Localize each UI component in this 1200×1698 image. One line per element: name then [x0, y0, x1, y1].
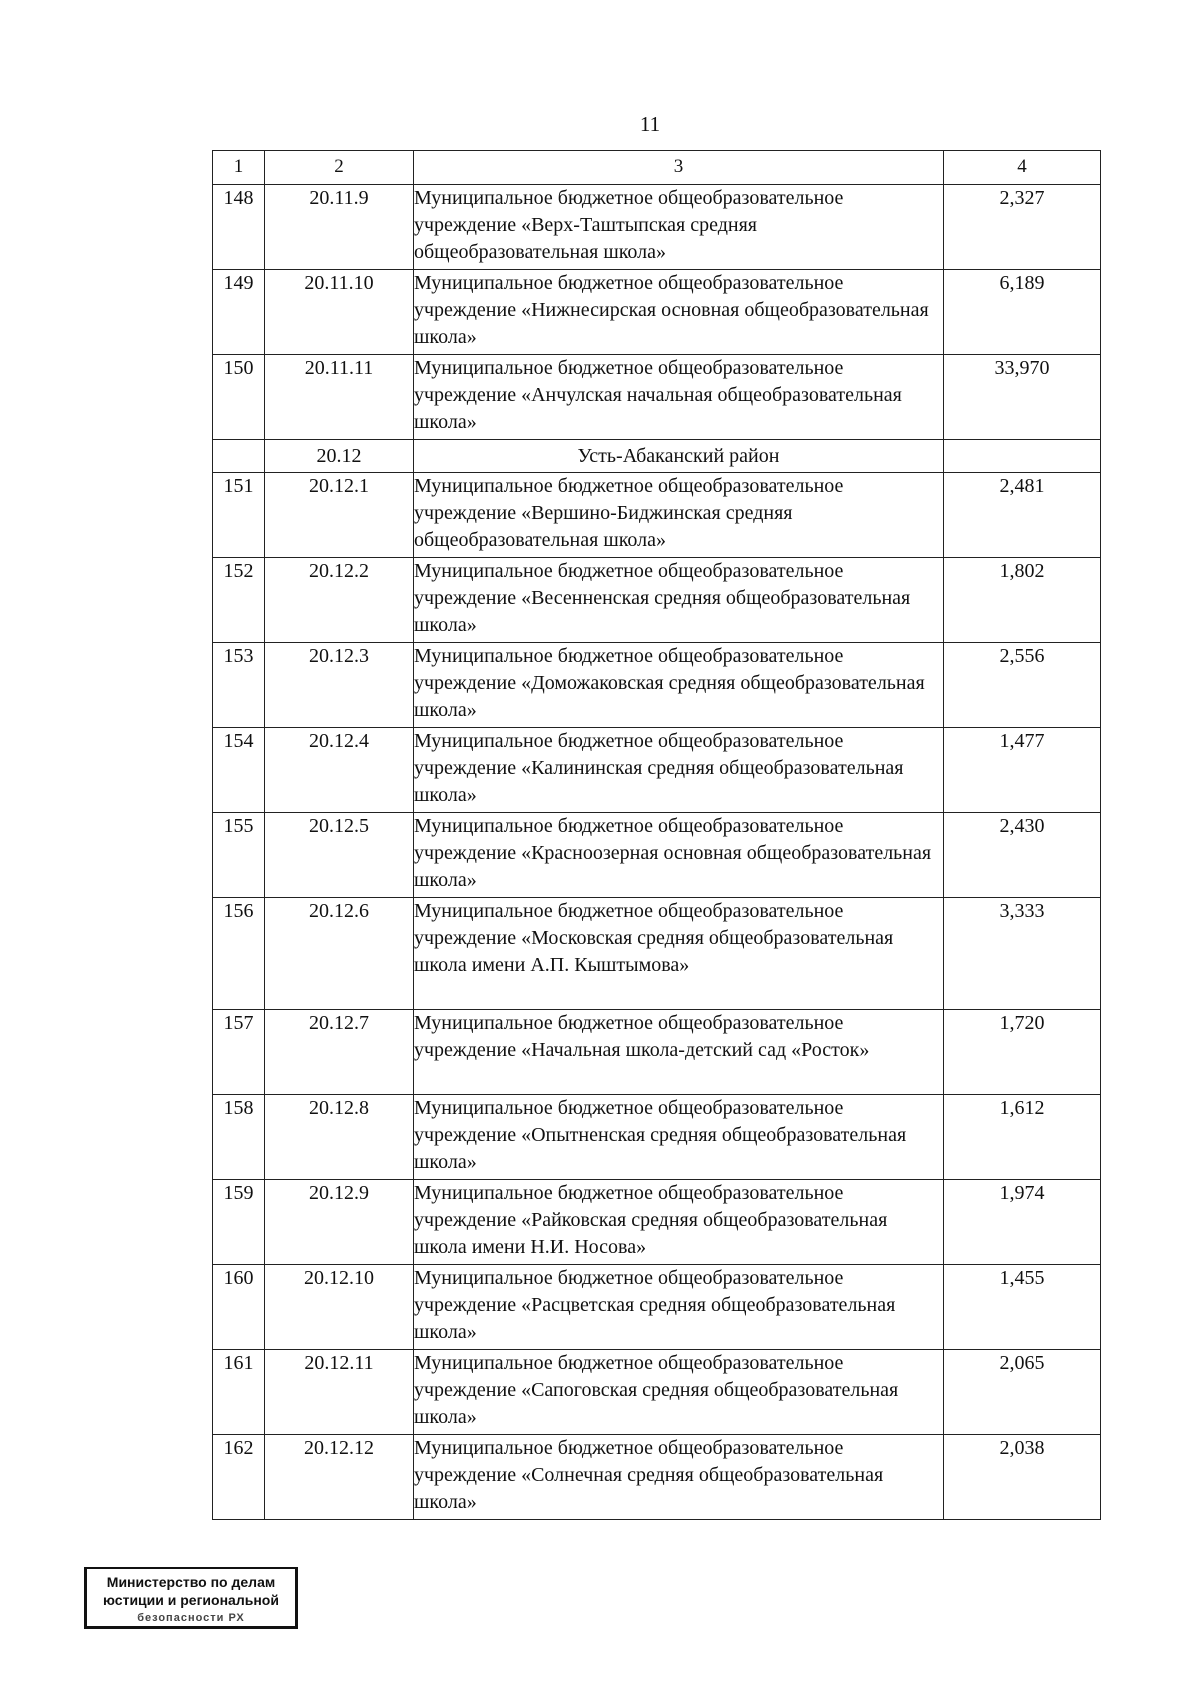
row-description: Муниципальное бюджетное общеобразовательное учреждение «Калининская средняя общеобразовательная школа»	[414, 728, 944, 813]
table-row	[213, 473, 1101, 558]
table-row	[213, 898, 1101, 1010]
row-number: 161	[213, 1350, 265, 1435]
row-number: 157	[213, 1010, 265, 1095]
section-empty-cell	[944, 440, 1101, 473]
table-row	[213, 558, 1101, 643]
row-description: Муниципальное бюджетное общеобразовательное учреждение «Московская средняя общеобразовательная школа имени А.П. Кыштымова»	[414, 898, 944, 1010]
row-value: 1,720	[944, 1010, 1101, 1095]
table-row	[213, 728, 1101, 813]
row-code: 20.12.7	[265, 1010, 414, 1095]
row-description: Муниципальное бюджетное общеобразовательное учреждение «Опытненская средняя общеобразовательная школа»	[414, 1095, 944, 1180]
row-description: Муниципальное бюджетное общеобразовательное учреждение «Верх-Таштыпская средняя общеобразовательная школа»	[414, 185, 944, 270]
table-header-row	[213, 151, 1101, 185]
row-description: Муниципальное бюджетное общеобразовательное учреждение «Красноозерная основная общеобразовательная школа»	[414, 813, 944, 898]
row-value: 2,556	[944, 643, 1101, 728]
table-row	[213, 813, 1101, 898]
row-number: 154	[213, 728, 265, 813]
table-row	[213, 1010, 1101, 1095]
ministry-stamp	[84, 1567, 298, 1629]
row-number: 151	[213, 473, 265, 558]
row-number: 160	[213, 1265, 265, 1350]
row-code: 20.12.12	[265, 1435, 414, 1520]
row-code: 20.12.10	[265, 1265, 414, 1350]
row-number: 162	[213, 1435, 265, 1520]
row-code: 20.12.8	[265, 1095, 414, 1180]
row-value: 3,333	[944, 898, 1101, 1010]
row-value: 6,189	[944, 270, 1101, 355]
row-description: Муниципальное бюджетное общеобразовательное учреждение «Расцветская средняя общеобразовательная школа»	[414, 1265, 944, 1350]
row-code: 20.12.11	[265, 1350, 414, 1435]
row-code: 20.12.6	[265, 898, 414, 1010]
row-value: 2,430	[944, 813, 1101, 898]
schools-table	[212, 150, 1101, 1520]
section-code: 20.12	[265, 440, 414, 473]
table-row	[213, 270, 1101, 355]
row-description: Муниципальное бюджетное общеобразовательное учреждение «Начальная школа-детский сад «Росток»	[414, 1010, 944, 1095]
stamp-line: Министерство по делам	[106, 1574, 276, 1590]
row-code: 20.12.9	[265, 1180, 414, 1265]
row-code: 20.12.1	[265, 473, 414, 558]
column-header: 4	[944, 151, 1101, 185]
row-number: 153	[213, 643, 265, 728]
column-header: 2	[265, 151, 414, 185]
row-description: Муниципальное бюджетное общеобразовательное учреждение «Солнечная средняя общеобразовательная школа»	[414, 1435, 944, 1520]
table-row	[213, 1265, 1101, 1350]
table-row	[213, 185, 1101, 270]
row-number: 158	[213, 1095, 265, 1180]
row-value: 1,477	[944, 728, 1101, 813]
row-value: 1,612	[944, 1095, 1101, 1180]
row-description: Муниципальное бюджетное общеобразовательное учреждение «Доможаковская средняя общеобразовательная школа»	[414, 643, 944, 728]
table-row	[213, 355, 1101, 440]
row-description: Муниципальное бюджетное общеобразовательное учреждение «Сапоговская средняя общеобразовательная школа»	[414, 1350, 944, 1435]
row-number: 159	[213, 1180, 265, 1265]
row-number: 148	[213, 185, 265, 270]
row-value: 2,481	[944, 473, 1101, 558]
row-description: Муниципальное бюджетное общеобразовательное учреждение «Райковская средняя общеобразовательная школа имени Н.И. Носова»	[414, 1180, 944, 1265]
table-row	[213, 1095, 1101, 1180]
row-code: 20.11.9	[265, 185, 414, 270]
row-number: 156	[213, 898, 265, 1010]
section-title: Усть-Абаканский район	[414, 440, 944, 473]
column-header: 1	[213, 151, 265, 185]
column-header: 3	[414, 151, 944, 185]
row-code: 20.12.4	[265, 728, 414, 813]
row-description: Муниципальное бюджетное общеобразовательное учреждение «Вершино-Биджинская средняя общеобразовательная школа»	[414, 473, 944, 558]
row-value: 1,455	[944, 1265, 1101, 1350]
row-number: 150	[213, 355, 265, 440]
table-row	[213, 1350, 1101, 1435]
section-empty-cell	[213, 440, 265, 473]
row-description: Муниципальное бюджетное общеобразовательное учреждение «Нижнесирская основная общеобразовательная школа»	[414, 270, 944, 355]
row-number: 155	[213, 813, 265, 898]
row-number: 152	[213, 558, 265, 643]
row-code: 20.12.2	[265, 558, 414, 643]
row-code: 20.11.10	[265, 270, 414, 355]
row-value: 2,038	[944, 1435, 1101, 1520]
row-number: 149	[213, 270, 265, 355]
row-description: Муниципальное бюджетное общеобразовательное учреждение «Весенненская средняя общеобразовательная школа»	[414, 558, 944, 643]
row-code: 20.12.5	[265, 813, 414, 898]
row-code: 20.11.11	[265, 355, 414, 440]
table-row	[213, 1180, 1101, 1265]
row-value: 1,974	[944, 1180, 1101, 1265]
row-code: 20.12.3	[265, 643, 414, 728]
section-row	[213, 440, 1101, 473]
stamp-line: юстиции и региональной	[103, 1592, 279, 1608]
row-value: 33,970	[944, 355, 1101, 440]
stamp-line: безопасности РХ	[137, 1612, 245, 1624]
table-row	[213, 643, 1101, 728]
row-description: Муниципальное бюджетное общеобразовательное учреждение «Анчулская начальная общеобразовательная школа»	[414, 355, 944, 440]
row-value: 2,065	[944, 1350, 1101, 1435]
row-value: 1,802	[944, 558, 1101, 643]
row-value: 2,327	[944, 185, 1101, 270]
table-row	[213, 1435, 1101, 1520]
page-number: 11	[639, 112, 661, 136]
